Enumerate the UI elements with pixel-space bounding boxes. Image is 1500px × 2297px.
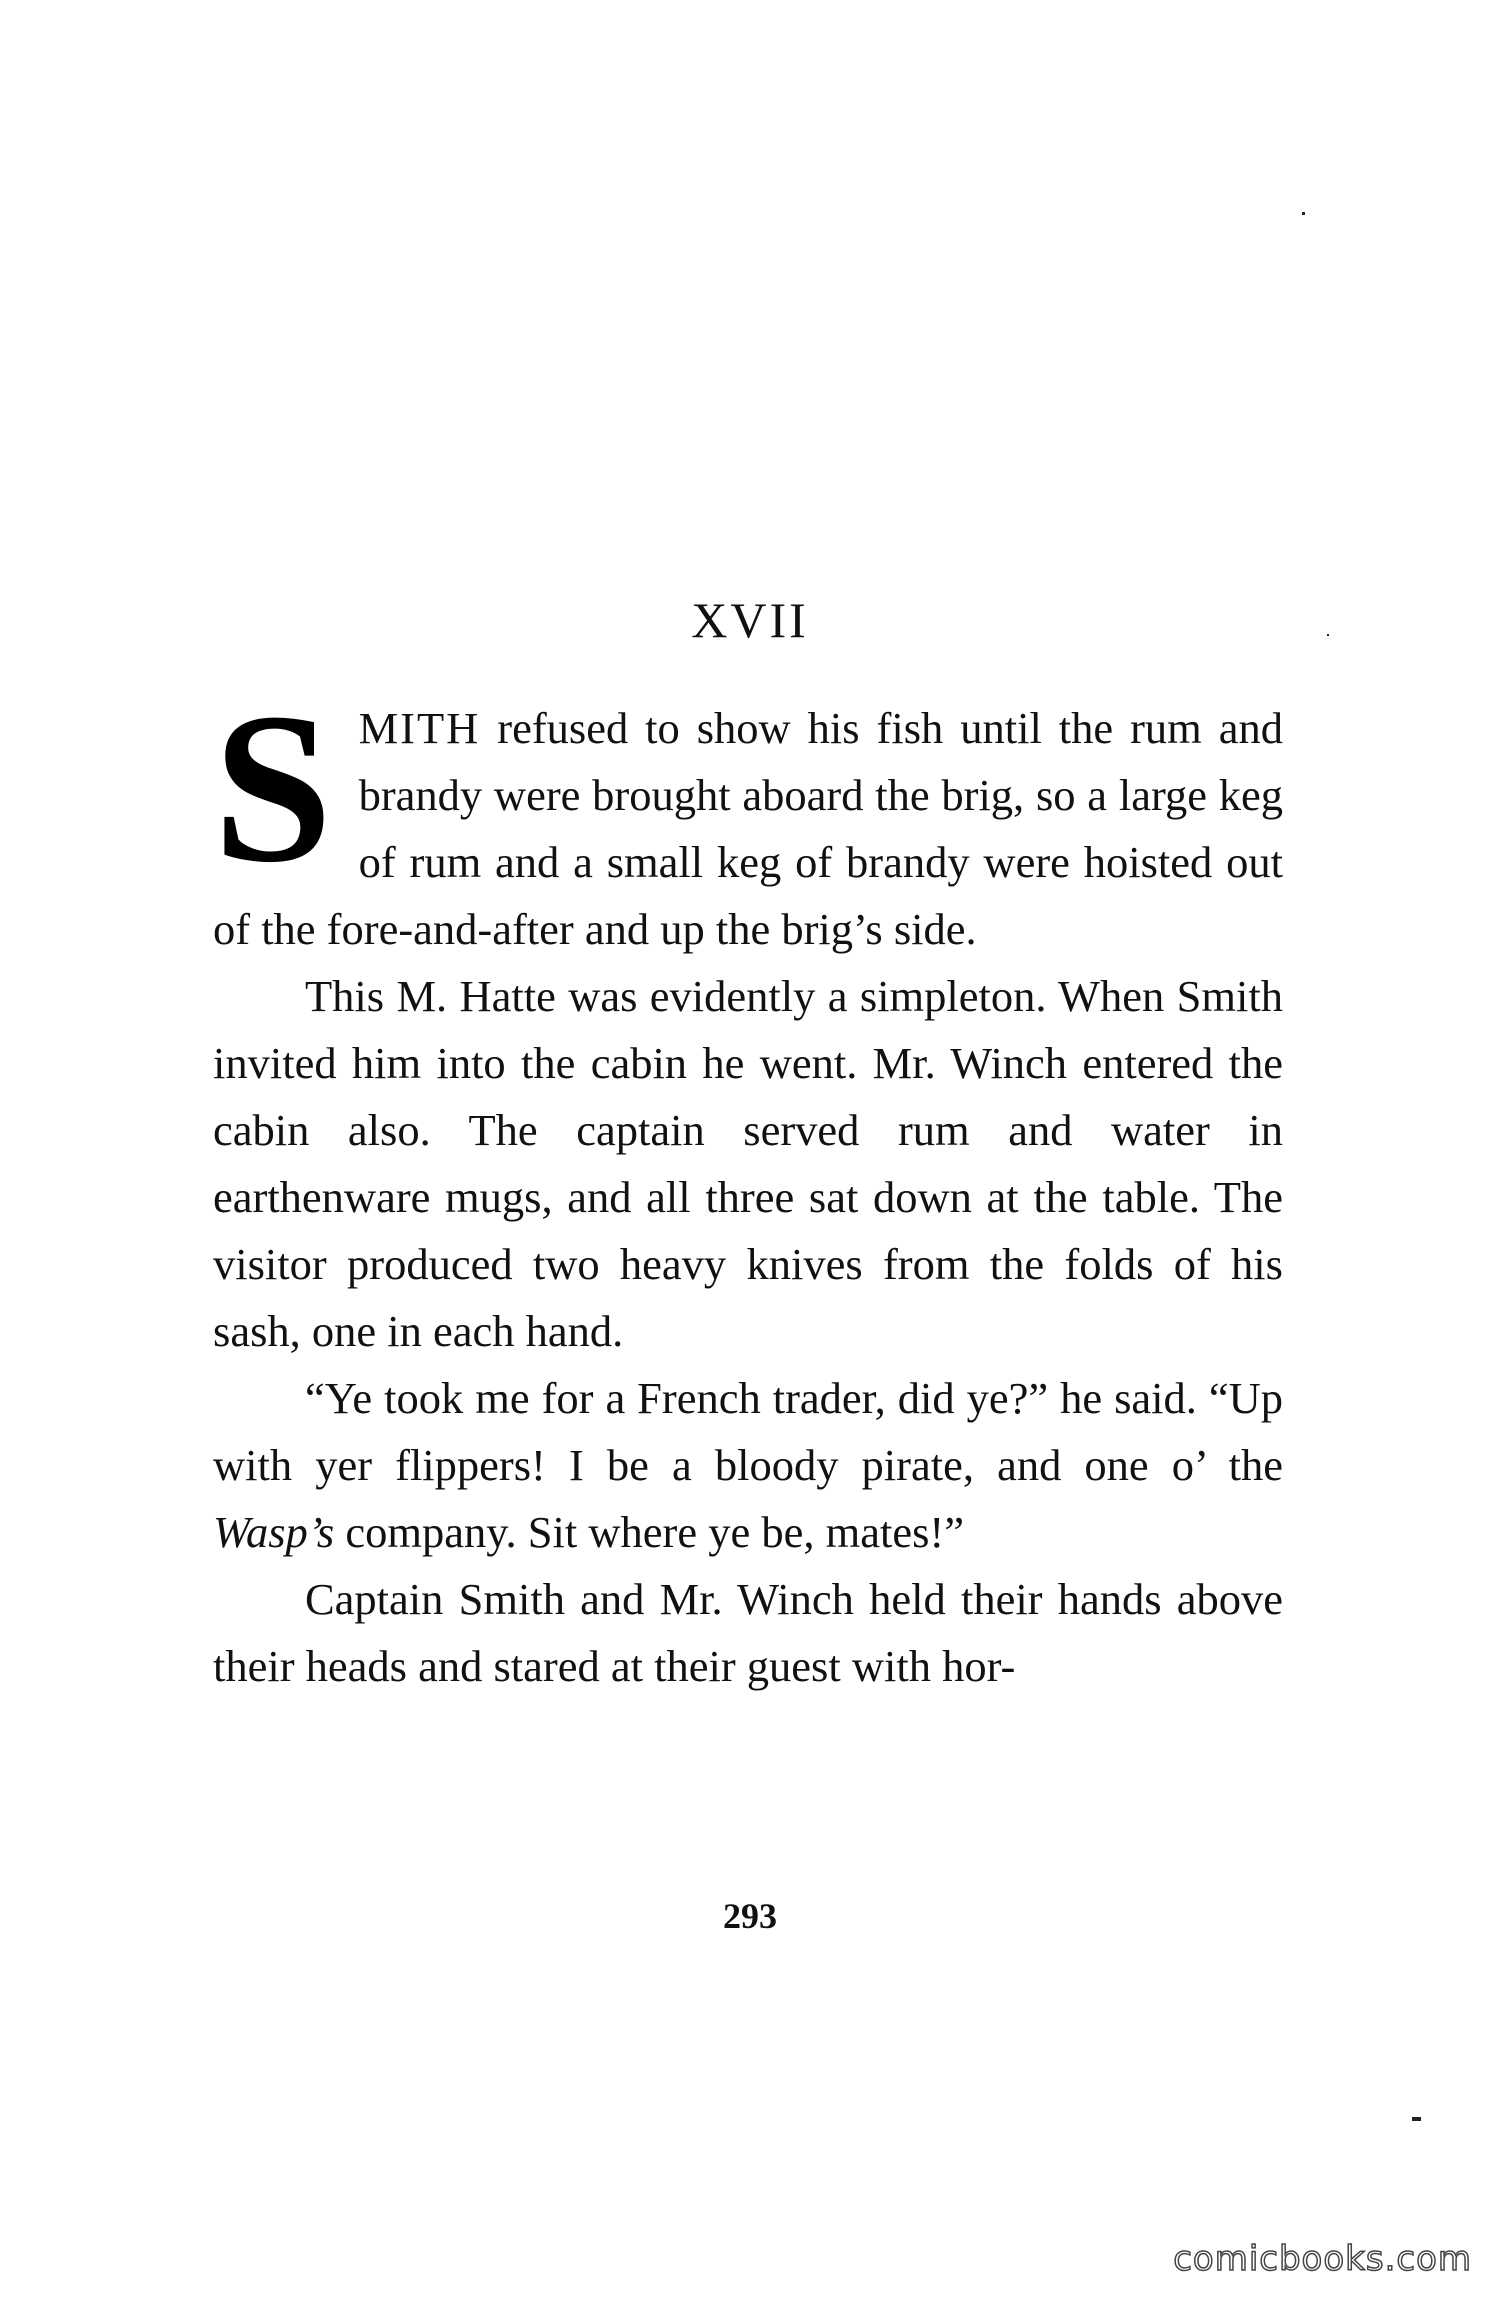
scan-speck bbox=[1327, 634, 1329, 636]
ship-name: Wasp’s bbox=[213, 1507, 335, 1557]
drop-cap: S bbox=[213, 668, 333, 907]
paragraph-2-text: This M. Hatte was evidently a simpleton. When Smith invited him into the cabin he went. Mr. Winch entered the cabin also. The captain served rum and water in earthenware mugs, and all three sat down at the table. The visitor produced two heavy knives from the folds of his sash, one in each hand. bbox=[213, 971, 1283, 1356]
paragraph-4 bbox=[213, 1566, 1283, 1700]
paragraph-1-text: refused to show his fish until the rum and brandy were brought aboard the brig, so a large keg of rum and a small keg of brandy were hoisted out of the fore-and-after and up the brig’s side. bbox=[213, 703, 1283, 954]
chapter-heading: XVII bbox=[691, 592, 809, 648]
paragraph-1 bbox=[213, 668, 1283, 963]
scan-speck bbox=[1302, 212, 1305, 215]
body-text bbox=[213, 668, 1283, 1700]
watermark: comicbooks.com bbox=[1173, 2239, 1472, 2279]
paragraph-3 bbox=[213, 1365, 1283, 1566]
paragraph-4-text: Captain Smith and Mr. Winch held their hands above their heads and stared at their guest with hor- bbox=[213, 1574, 1283, 1691]
paragraph-3-text-before: “Ye took me for a French trader, did ye?” he said. “Up with yer flippers! I be a bloody pirate, and one o’ the bbox=[213, 1373, 1283, 1490]
paragraph-3-text-after: company. Sit where ye be, mates!” bbox=[334, 1507, 964, 1557]
paragraph-2 bbox=[213, 963, 1283, 1365]
page-number: 293 bbox=[723, 1896, 777, 1936]
lead-word: MITH bbox=[358, 703, 481, 753]
scan-speck bbox=[1412, 2117, 1421, 2121]
